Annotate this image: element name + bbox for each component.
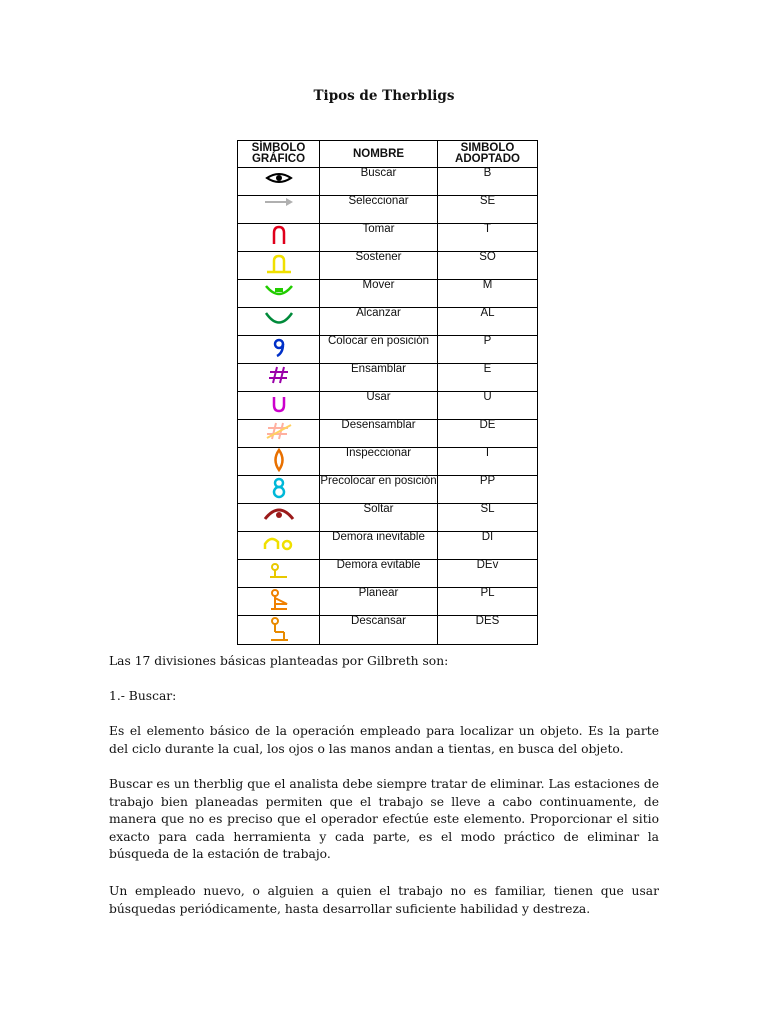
row-name: Alcanzar (320, 308, 438, 336)
row-name: Seleccionar (320, 196, 438, 224)
table-row (238, 420, 538, 448)
hold-icon (264, 252, 294, 274)
row-name: Inspeccionar (320, 448, 438, 476)
paragraph-3: Un empleado nuevo, o alguien a quien el trabajo no es familiar, tienen que usar búsquedas periódicamente, hasta desarrollar suficiente habilidad y destreza. (109, 884, 659, 916)
row-code: DI (438, 532, 538, 560)
row-code: U (438, 392, 538, 420)
row-name: Ensamblar (320, 364, 438, 392)
table-row (238, 224, 538, 252)
row-name: Mover (320, 280, 438, 308)
table-row (238, 532, 538, 560)
plan-icon (266, 588, 292, 612)
row-name: Desensamblar (320, 420, 438, 448)
row-code: I (438, 448, 538, 476)
row-name: Planear (320, 588, 438, 616)
table-row (238, 308, 538, 336)
row-name: Sostener (320, 252, 438, 280)
row-code: AL (438, 308, 538, 336)
section-heading: 1.- Buscar: (109, 689, 177, 703)
therbligs-table (237, 140, 538, 645)
row-name: Soltar (320, 504, 438, 532)
table-row (238, 504, 538, 532)
row-name: Usar (320, 392, 438, 420)
row-name: Colocar en posición (320, 336, 438, 364)
table-row (238, 392, 538, 420)
table-row (238, 168, 538, 196)
row-name: Buscar (320, 168, 438, 196)
table-row (238, 336, 538, 364)
row-name: Precolocar en posición (320, 476, 438, 504)
table-header-row (238, 141, 538, 168)
drop-icon (262, 504, 296, 522)
arrow-icon (262, 196, 296, 208)
magnet-icon (269, 224, 289, 246)
stumble-icon (262, 532, 296, 552)
header-symbol: SÍMBOLO GRÁFICO (238, 141, 320, 168)
paragraph-2: Buscar es un therblig que el analista debe siempre tratar de eliminar. Las estaciones de trabajo bien planeadas permiten que el trabajo se lleve a cabo continuamente, de manera que no es preciso que el operador efectúe este elemento. Proporcionar el sitio exacto para cada herramienta y cada parte, es el modo práctico de eliminar la búsqueda de la estación de trabajo. (109, 777, 659, 861)
row-code: SO (438, 252, 538, 280)
cup-icon (263, 308, 295, 328)
table-row (238, 616, 538, 645)
row-code: B (438, 168, 538, 196)
eye-icon (264, 168, 294, 188)
row-code: M (438, 280, 538, 308)
table-row (238, 252, 538, 280)
header-adopted: SIMBOLO ADOPTADO (438, 141, 538, 168)
table-row (238, 364, 538, 392)
row-name: Demora inevitable (320, 532, 438, 560)
row-code: T (438, 224, 538, 252)
row-code: DES (438, 616, 538, 645)
lens-icon (269, 448, 289, 472)
table-row (238, 196, 538, 224)
crossed-hash-icon (264, 420, 294, 442)
hash-icon (267, 364, 291, 386)
row-code: PL (438, 588, 538, 616)
eight-icon (269, 476, 289, 500)
row-code: P (438, 336, 538, 364)
table-row (238, 476, 538, 504)
nine-icon (269, 336, 289, 358)
row-code: SL (438, 504, 538, 532)
intro-text: Las 17 divisiones básicas planteadas por Gilbreth son: (109, 654, 449, 668)
table-row (238, 448, 538, 476)
rest-icon (266, 616, 292, 644)
row-code: PP (438, 476, 538, 504)
table-row (238, 280, 538, 308)
page-title: Tipos de Therbligs (313, 88, 455, 104)
header-name: NOMBRE (320, 141, 438, 168)
row-name: Descansar (320, 616, 438, 645)
paragraph-1: Es el elemento básico de la operación empleado para localizar un objeto. Es la parte del ciclo durante la cual, los ojos o las manos andan a tientas, en busca del objeto. (109, 724, 659, 756)
table-row (238, 588, 538, 616)
u-icon (269, 392, 289, 414)
row-code: DEv (438, 560, 538, 588)
row-name: Tomar (320, 224, 438, 252)
row-code: DE (438, 420, 538, 448)
table-row (238, 560, 538, 588)
row-code: SE (438, 196, 538, 224)
loaded-cup-icon (263, 280, 295, 300)
row-code: E (438, 364, 538, 392)
lying-icon (264, 560, 294, 582)
row-name: Demora evitable (320, 560, 438, 588)
